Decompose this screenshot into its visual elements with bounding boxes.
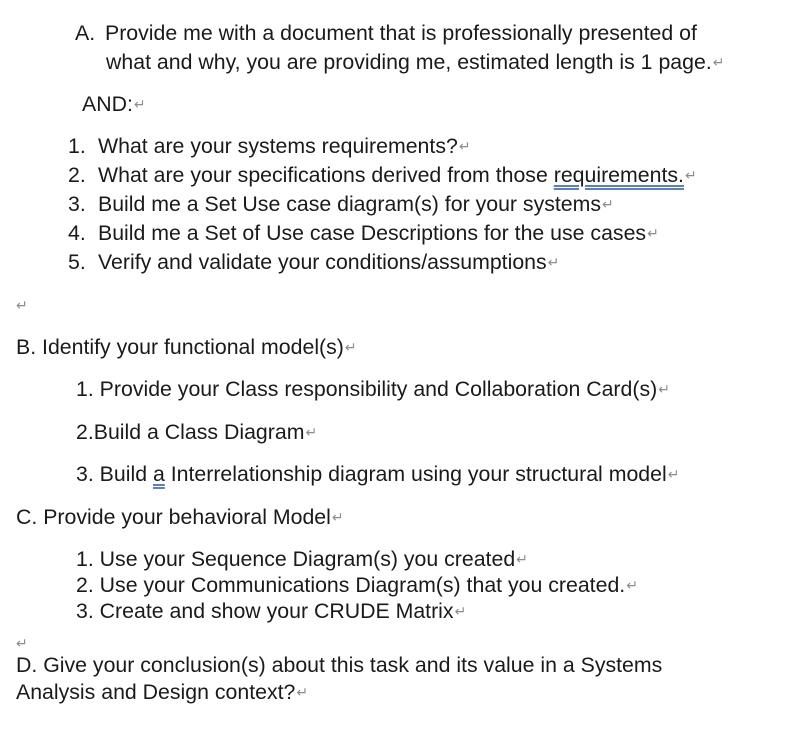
paragraph-mark-icon: ↵ — [458, 138, 471, 154]
section-c-heading — [16, 503, 344, 531]
list-item — [76, 418, 317, 446]
list-item-text: Build me a Set Use case diagram(s) for your systems — [98, 192, 602, 216]
paragraph-mark-icon: ↵ — [602, 196, 614, 212]
list-number: 5. — [68, 250, 86, 274]
list-number: 2. — [68, 163, 86, 187]
list-item-text: Build me a Set of Use case Descriptions for the use cases — [98, 221, 647, 245]
paragraph-mark-icon: ↵ — [658, 381, 670, 397]
paragraph-mark-icon: ↵ — [667, 466, 680, 482]
list-item — [68, 132, 471, 160]
paragraph-mark-icon: ↵ — [344, 339, 357, 355]
list-item — [68, 161, 697, 189]
and-label-line — [82, 90, 146, 118]
section-a-heading — [75, 19, 697, 47]
list-item-text: 3. Build — [76, 462, 153, 486]
section-a-continuation — [106, 48, 724, 76]
list-item — [68, 248, 559, 276]
list-item-text: Verify and validate your conditions/assumptions — [98, 250, 547, 274]
paragraph-mark-icon: ↵ — [16, 635, 28, 651]
paragraph-mark-icon: ↵ — [133, 96, 146, 112]
section-b-title: B. Identify your functional model(s) — [16, 335, 344, 359]
section-a-line1: Provide me with a document that is professionally presented of — [105, 21, 697, 45]
paragraph-mark-icon: ↵ — [305, 424, 318, 440]
list-item — [76, 597, 466, 625]
list-item-text: What are your systems requirements? — [98, 134, 458, 158]
list-item-text: 1. Use your Sequence Diagram(s) you created — [76, 547, 516, 571]
paragraph-mark-icon: ↵ — [516, 551, 528, 567]
section-d-text: Analysis and Design context? — [16, 680, 296, 704]
paragraph-mark-icon: ↵ — [647, 225, 659, 241]
paragraph-mark-icon: ↵ — [331, 509, 344, 525]
list-item — [76, 460, 679, 488]
list-item-text: What are your specifications derived from those — [98, 163, 554, 187]
empty-paragraph — [16, 289, 28, 319]
section-d-text: D. Give your conclusion(s) about this task and its value in a Systems — [16, 653, 663, 677]
list-item — [68, 219, 659, 247]
grammar-flag-word[interactable]: a — [152, 462, 165, 486]
list-item — [76, 571, 638, 599]
paragraph-mark-icon: ↵ — [684, 167, 697, 183]
list-item — [76, 375, 670, 403]
paragraph-mark-icon: ↵ — [547, 254, 560, 270]
list-item-text: 3. Create and show your CRUDE Matrix — [76, 599, 454, 623]
list-number: 3. — [68, 192, 86, 216]
list-item-text: 2.Build a Class Diagram — [76, 420, 305, 444]
paragraph-mark-icon: ↵ — [296, 684, 309, 700]
section-b-heading — [16, 333, 357, 361]
list-item-text: 2. Use your Communications Diagram(s) that you created. — [76, 573, 626, 597]
list-number: 1. — [68, 134, 86, 158]
paragraph-mark-icon: ↵ — [454, 603, 467, 619]
and-label: AND: — [82, 92, 133, 116]
section-d-line2 — [16, 678, 308, 706]
list-number: 4. — [68, 221, 86, 245]
list-item-text: 1. Provide your Class responsibility and Collaboration Card(s) — [76, 377, 658, 401]
section-a-marker: A. — [75, 21, 96, 45]
paragraph-mark-icon: ↵ — [626, 577, 638, 593]
section-c-title: C. Provide your behavioral Model — [16, 505, 331, 529]
paragraph-mark-icon: ↵ — [712, 54, 725, 70]
list-item — [68, 190, 614, 218]
section-a-line2: what and why, you are providing me, estimated length is 1 page. — [106, 50, 712, 74]
list-item-text: Interrelationship diagram using your structural model — [164, 462, 667, 486]
grammar-flag-word[interactable]: requirements. — [553, 163, 684, 187]
paragraph-mark-icon: ↵ — [16, 297, 28, 313]
section-d-line1 — [16, 651, 662, 679]
list-item — [76, 545, 528, 573]
